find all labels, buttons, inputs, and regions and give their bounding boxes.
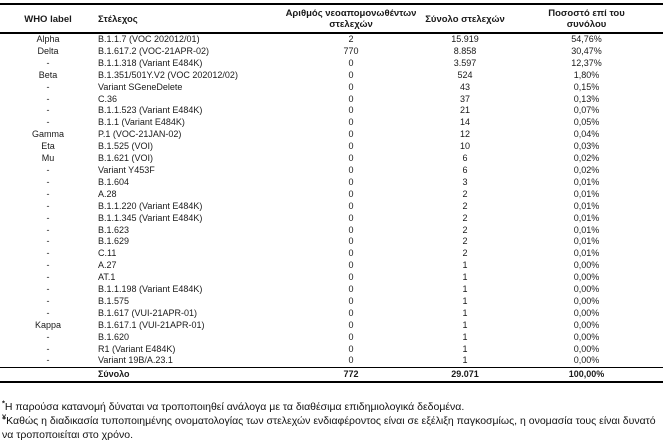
header-strain: Στέλεχος [96, 4, 282, 33]
table-row [0, 58, 663, 70]
header-row [0, 4, 663, 33]
strain-cell: B.1.1.523 (Variant E484K) [98, 105, 203, 116]
percent-cell: 0,13% [573, 93, 600, 104]
footnote-2 [2, 414, 657, 442]
percent-cell: 54,76% [571, 34, 602, 44]
table-row [0, 320, 663, 332]
header-total-strains: Σύνολο στελεχών [420, 4, 510, 33]
strain-cell: P.1 (VOC-21JAN-02) [98, 129, 182, 140]
percent-cell: 0,01% [573, 188, 600, 199]
percent-cell: 0,00% [573, 331, 600, 342]
who-label-cell: - [46, 272, 50, 283]
new-isolates-cell: 0 [348, 105, 354, 116]
new-isolates-cell: 0 [348, 272, 354, 283]
table-row [0, 284, 663, 296]
total-strains-cell: 37 [459, 93, 470, 104]
footnote-2-text: Καθώς η διαδικασία τυποποιημένης ονοματολογίας των στελεχών ενδιαφέροντος είναι σε εξέλιξη παγκοσμίως, η ονομασία τους είναι δυνατό να τροποποιείται στο χρόνο. [2, 415, 656, 442]
total-strains-cell: 1 [462, 284, 468, 295]
total-strains-cell: 3 [462, 176, 468, 187]
total-strains-cell: 10 [459, 141, 470, 152]
percent-cell: 0,00% [573, 295, 600, 306]
table-row [0, 248, 663, 260]
total-percent-cell: 100,00% [510, 368, 663, 383]
header-who-label: WHO label [0, 4, 96, 33]
table-row [0, 117, 663, 129]
new-isolates-cell: 0 [348, 248, 354, 259]
new-isolates-cell: 770 [343, 45, 359, 56]
who-label-cell: - [46, 307, 50, 318]
strain-cell: B.1.1.198 (Variant E484K) [98, 284, 203, 295]
table-header [0, 4, 663, 33]
strain-cell: A.28 [98, 188, 117, 199]
table-row [0, 236, 663, 248]
total-new-isolates-cell: 772 [282, 368, 420, 383]
table-row [0, 213, 663, 225]
who-label-cell: - [46, 224, 50, 235]
percent-cell: 12,37% [571, 57, 602, 68]
footnote-1-marker: * [2, 398, 5, 408]
percent-cell: 1,80% [573, 69, 600, 80]
table-row [0, 260, 663, 272]
total-strains-cell: 524 [457, 69, 473, 80]
footnote-1 [2, 400, 657, 414]
who-label-cell: Beta [38, 69, 58, 80]
table-footer [0, 368, 663, 383]
table-row [0, 272, 663, 284]
new-isolates-cell: 0 [348, 355, 354, 366]
header-new-isolates-label: Αριθμός νεοαπομονωθέντων στελεχών [285, 8, 417, 30]
new-isolates-cell: 0 [348, 57, 354, 68]
percent-cell: 0,01% [573, 212, 600, 223]
strain-cell: C.11 [98, 248, 117, 259]
strain-cell: B.1.617.2 (VOC-21APR-02) [98, 45, 210, 56]
table-body [0, 33, 663, 368]
percent-cell: 0,00% [573, 260, 600, 271]
new-isolates-cell: 0 [348, 69, 354, 80]
percent-cell: 0,15% [573, 81, 600, 92]
new-isolates-cell: 0 [348, 81, 354, 92]
header-new-isolates [282, 4, 420, 33]
percent-cell: 0,03% [573, 141, 600, 152]
total-strains-cell: 12 [459, 129, 470, 140]
footnotes [2, 400, 657, 442]
new-isolates-cell: 0 [348, 331, 354, 342]
total-strains-cell: 1 [462, 272, 468, 283]
percent-cell: 30,47% [571, 45, 602, 56]
who-label-cell: - [46, 164, 50, 175]
percent-cell: 0,02% [573, 164, 600, 175]
total-strains-cell: 2 [462, 200, 468, 211]
new-isolates-cell: 0 [348, 188, 354, 199]
strain-cell: B.1.620 [98, 331, 130, 342]
table-row [0, 33, 663, 46]
table-row [0, 165, 663, 177]
strain-cell: B.1.629 [98, 236, 130, 247]
who-label-cell: - [46, 200, 50, 211]
strain-cell: Variant 19B/A.23.1 [98, 355, 173, 366]
total-strains-cell: 1 [462, 319, 468, 330]
strain-cell: B.1.1 (Variant E484K) [98, 117, 185, 128]
who-label-cell: - [46, 176, 50, 187]
table-row [0, 308, 663, 320]
percent-cell: 0,07% [573, 105, 600, 116]
who-label-cell: - [46, 93, 50, 104]
percent-cell: 0,01% [573, 200, 600, 211]
strain-cell: B.1.351/501Y.V2 (VOC 202012/02) [98, 69, 238, 80]
who-label-cell: - [46, 105, 50, 116]
new-isolates-cell: 0 [348, 343, 354, 354]
percent-cell: 0,02% [573, 153, 600, 164]
table-row [0, 129, 663, 141]
table-row [0, 82, 663, 94]
new-isolates-cell: 2 [348, 34, 354, 44]
total-strains-cell: 2 [462, 224, 468, 235]
total-strains-cell: 2 [462, 212, 468, 223]
percent-cell: 0,00% [573, 355, 600, 366]
strain-cell: B.1.1.345 (Variant E484K) [98, 212, 203, 223]
total-strains-cell: 1 [462, 260, 468, 271]
percent-cell: 0,00% [573, 284, 600, 295]
total-strains-cell: 43 [459, 81, 470, 92]
new-isolates-cell: 0 [348, 307, 354, 318]
who-label-cell: - [46, 236, 50, 247]
table-row [0, 296, 663, 308]
strain-cell: B.1.604 [98, 176, 130, 187]
new-isolates-cell: 0 [348, 164, 354, 175]
total-strains-cell: 1 [462, 295, 468, 306]
table-row [0, 153, 663, 165]
total-row [0, 368, 663, 383]
new-isolates-cell: 0 [348, 224, 354, 235]
footnote-2-marker: ¥ [2, 412, 7, 422]
percent-cell: 0,00% [573, 319, 600, 330]
who-label-cell: - [46, 57, 50, 68]
total-strains-cell: 6 [462, 164, 468, 175]
strain-cell: B.1.617.1 (VUI-21APR-01) [98, 319, 205, 330]
total-strains-cell: 8.858 [453, 45, 477, 56]
strain-cell: A.27 [98, 260, 117, 271]
new-isolates-cell: 0 [348, 319, 354, 330]
total-strains-cell: 2 [462, 248, 468, 259]
table-row [0, 177, 663, 189]
header-percent-label: Ποσοστό επί του συνόλου [548, 8, 625, 30]
who-label-cell: - [46, 188, 50, 199]
variant-distribution-table [0, 3, 663, 383]
table-row [0, 189, 663, 201]
total-strains-cell: 21 [459, 105, 470, 116]
total-strains-cell: 15.919 [451, 34, 479, 44]
strain-cell: AT.1 [98, 272, 116, 283]
who-label-cell: Gamma [31, 129, 64, 140]
new-isolates-cell: 0 [348, 212, 354, 223]
new-isolates-cell: 0 [348, 295, 354, 306]
who-label-cell: - [46, 355, 50, 366]
percent-cell: 0,00% [573, 272, 600, 283]
percent-cell: 0,01% [573, 224, 600, 235]
percent-cell: 0,04% [573, 129, 600, 140]
strain-cell: B.1.1.318 (Variant E484K) [98, 57, 203, 68]
table-row [0, 225, 663, 237]
strain-cell: C.36 [98, 93, 118, 104]
total-strains-cell: 29.071 [420, 368, 510, 383]
strain-cell: B.1.621 (VOI) [98, 153, 154, 164]
strain-cell: B.1.617 (VUI-21APR-01) [98, 307, 198, 318]
percent-cell: 0,05% [573, 117, 600, 128]
who-label-cell: Alpha [36, 34, 60, 44]
percent-cell: 0,01% [573, 248, 600, 259]
total-strains-cell: 1 [462, 307, 468, 318]
new-isolates-cell: 0 [348, 236, 354, 247]
strain-cell: B.1.1.220 (Variant E484K) [98, 200, 203, 211]
new-isolates-cell: 0 [348, 129, 354, 140]
new-isolates-cell: 0 [348, 93, 354, 104]
table-row [0, 94, 663, 106]
who-label-cell: - [46, 260, 50, 271]
total-strains-cell: 6 [462, 153, 468, 164]
strain-cell: B.1.525 (VOI) [98, 141, 154, 152]
who-label-cell: - [46, 248, 50, 259]
percent-cell: 0,01% [573, 176, 600, 187]
who-label-cell: - [46, 81, 50, 92]
total-strains-cell: 2 [462, 236, 468, 247]
strain-cell: B.1.623 [98, 224, 130, 235]
who-label-cell: Delta [37, 45, 59, 56]
table-row [0, 355, 663, 367]
table-row [0, 46, 663, 58]
strain-cell: R1 (Variant E484K) [98, 343, 176, 354]
new-isolates-cell: 0 [348, 141, 354, 152]
total-strains-cell: 3.597 [453, 57, 477, 68]
table-row [0, 201, 663, 213]
table-row [0, 344, 663, 356]
new-isolates-cell: 0 [348, 153, 354, 164]
total-who-label-cell [0, 368, 96, 383]
new-isolates-cell: 0 [348, 176, 354, 187]
percent-cell: 0,00% [573, 343, 600, 354]
strain-cell: Variant SGeneDelete [98, 81, 183, 92]
table-row [0, 332, 663, 344]
total-strains-cell: 1 [462, 355, 468, 366]
who-label-cell: - [46, 343, 50, 354]
footnote-1-text: Η παρούσα κατανομή δύναται να τροποποιηθεί ανάλογα με τα διαθέσιμα επιδημιολογικά δεδομένα. [4, 401, 465, 414]
who-label-cell: - [46, 117, 50, 128]
percent-cell: 0,00% [573, 307, 600, 318]
percent-cell: 0,01% [573, 236, 600, 247]
total-strains-cell: 2 [462, 188, 468, 199]
new-isolates-cell: 0 [348, 260, 354, 271]
strain-cell: Variant Y453F [98, 164, 155, 175]
total-strains-cell: 1 [462, 343, 468, 354]
who-label-cell: Eta [41, 141, 55, 152]
strain-cell: B.1.575 [98, 295, 130, 306]
table-row [0, 105, 663, 117]
new-isolates-cell: 0 [348, 200, 354, 211]
strain-cell: B.1.1.7 (VOC 202012/01) [98, 34, 200, 44]
header-percent [510, 4, 663, 33]
who-label-cell: Mu [41, 153, 55, 164]
who-label-cell: - [46, 212, 50, 223]
table-row [0, 141, 663, 153]
new-isolates-cell: 0 [348, 284, 354, 295]
total-strains-cell: 14 [459, 117, 470, 128]
total-label-cell: Σύνολο [96, 368, 282, 383]
who-label-cell: - [46, 284, 50, 295]
who-label-cell: - [46, 331, 50, 342]
new-isolates-cell: 0 [348, 117, 354, 128]
total-strains-cell: 1 [462, 331, 468, 342]
who-label-cell: Kappa [34, 319, 62, 330]
who-label-cell: - [46, 295, 50, 306]
table-row [0, 70, 663, 82]
